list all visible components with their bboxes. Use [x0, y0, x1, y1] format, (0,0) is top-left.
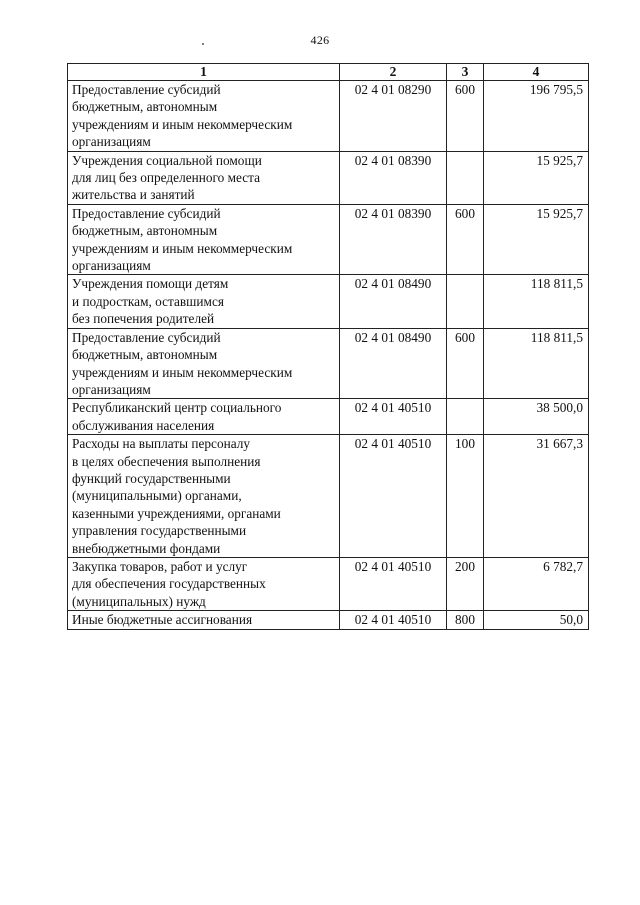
column-header-4: 4: [484, 64, 589, 81]
expense-type-cell: [447, 151, 484, 204]
table-row: [68, 328, 589, 399]
expense-name-line: жительства и занятий: [72, 187, 195, 203]
expense-name-line: организациям: [72, 258, 151, 274]
expense-name-line: функций государственными: [72, 470, 231, 486]
target-article-code-cell: 02 4 01 08290: [340, 81, 447, 152]
amount-cell: 50,0: [484, 611, 589, 629]
column-header-2: 2: [340, 64, 447, 81]
table-row: [68, 399, 589, 435]
amount-cell: 15 925,7: [484, 151, 589, 204]
expense-name-line: без попечения родителей: [72, 311, 215, 327]
expense-name-line: обслуживания населения: [72, 417, 215, 433]
expense-type-cell: 200: [447, 557, 484, 610]
amount-cell: 118 811,5: [484, 275, 589, 328]
amount-cell: 31 667,3: [484, 435, 589, 558]
target-article-code-cell: 02 4 01 40510: [340, 399, 447, 435]
target-article-code-cell: 02 4 01 08490: [340, 328, 447, 399]
expense-name-line: казенными учреждениями, органами: [72, 505, 281, 521]
expense-name-line: бюджетным, автономным: [72, 347, 218, 363]
expense-name-line: бюджетным, автономным: [72, 99, 218, 115]
expense-name-cell: [68, 399, 340, 435]
column-header-3: 3: [447, 64, 484, 81]
scan-speck: [202, 43, 204, 45]
expense-name-line: управления государственными: [72, 523, 247, 539]
expense-name-cell: [68, 435, 340, 558]
expense-type-cell: 600: [447, 204, 484, 275]
expense-type-cell: 600: [447, 81, 484, 152]
expense-name-cell: [68, 204, 340, 275]
expense-name-line: Предоставление субсидий: [72, 329, 221, 345]
expense-name-line: бюджетным, автономным: [72, 223, 218, 239]
table-row: [68, 275, 589, 328]
target-article-code-cell: 02 4 01 40510: [340, 435, 447, 558]
expense-name-line: учреждениям и иным некоммерческим: [72, 116, 293, 132]
table-row: [68, 151, 589, 204]
target-article-code-cell: 02 4 01 40510: [340, 557, 447, 610]
expense-name-cell: [68, 611, 340, 629]
expense-name-line: Республиканский центр социального: [72, 400, 282, 416]
expense-name-cell: [68, 81, 340, 152]
expense-type-cell: [447, 399, 484, 435]
budget-table: [67, 63, 589, 630]
expense-name-line: Расходы на выплаты персоналу: [72, 436, 251, 452]
expense-name-line: Иные бюджетные ассигнования: [72, 612, 253, 628]
expense-name-cell: [68, 328, 340, 399]
amount-cell: 196 795,5: [484, 81, 589, 152]
table-row: [68, 81, 589, 152]
expense-name-line: в целях обеспечения выполнения: [72, 453, 261, 469]
column-header-1: 1: [68, 64, 340, 81]
table-header-row: [68, 64, 589, 81]
expense-name-line: Закупка товаров, работ и услуг: [72, 558, 248, 574]
expense-name-line: Учреждения помощи детям: [72, 276, 229, 292]
expense-name-line: учреждениям и иным некоммерческим: [72, 364, 293, 380]
expense-type-cell: 600: [447, 328, 484, 399]
amount-cell: 38 500,0: [484, 399, 589, 435]
expense-type-cell: [447, 275, 484, 328]
expense-name-line: (муниципальных) нужд: [72, 593, 206, 609]
table-row: [68, 611, 589, 629]
table-row: [68, 435, 589, 558]
table-row: [68, 204, 589, 275]
table-row: [68, 557, 589, 610]
amount-cell: 6 782,7: [484, 557, 589, 610]
expense-name-line: для обеспечения государственных: [72, 576, 266, 592]
target-article-code-cell: 02 4 01 08490: [340, 275, 447, 328]
expense-name-line: Предоставление субсидий: [72, 82, 221, 97]
page-number: 426: [310, 33, 330, 47]
expense-name-line: Учреждения социальной помощи: [72, 152, 262, 168]
expense-name-line: учреждениям и иным некоммерческим: [72, 240, 293, 256]
expense-name-cell: [68, 557, 340, 610]
expense-name-line: организациям: [72, 381, 151, 397]
expense-name-line: и подросткам, оставшимся: [72, 293, 224, 309]
target-article-code-cell: 02 4 01 08390: [340, 151, 447, 204]
amount-cell: 15 925,7: [484, 204, 589, 275]
expense-name-line: для лиц без определенного места: [72, 170, 261, 186]
expense-name-line: (муниципальными) органами,: [72, 488, 242, 504]
expense-type-cell: 800: [447, 611, 484, 629]
expense-name-line: внебюджетными фондами: [72, 540, 221, 556]
target-article-code-cell: 02 4 01 40510: [340, 611, 447, 629]
expense-type-cell: 100: [447, 435, 484, 558]
expense-name-line: организациям: [72, 134, 151, 150]
expense-name-line: Предоставление субсидий: [72, 205, 221, 221]
target-article-code-cell: 02 4 01 08390: [340, 204, 447, 275]
expense-name-cell: [68, 151, 340, 204]
expense-name-cell: [68, 275, 340, 328]
amount-cell: 118 811,5: [484, 328, 589, 399]
